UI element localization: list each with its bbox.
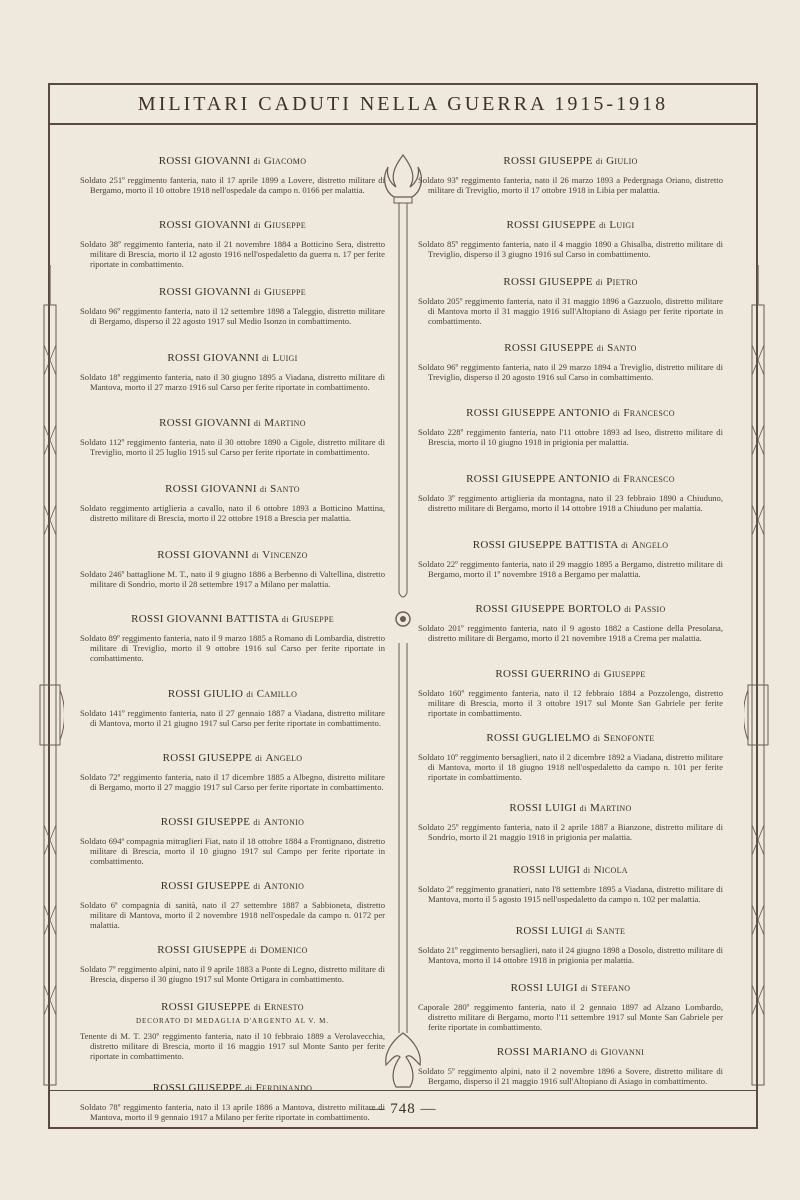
footer-band [50,1090,756,1127]
record-surname: ROSSI GUERRINO [495,668,591,680]
record-surname: ROSSI GIOVANNI [165,483,257,495]
record-di: di [595,278,604,287]
record-surname: ROSSI MARIANO [496,1046,588,1058]
record-entry [418,342,723,382]
record-text: Soldato 72º reggimento fanteria, nato il 17 dicembre 1885 a Albegno, distretto militare di Bergamo, morto il 27 maggio 1917 sul Carso per ferite riportate in combattimento. [80,772,385,792]
record-father: Santo [270,483,300,495]
record-di: di [246,690,254,699]
record-di: di [580,984,589,993]
record-surname: ROSSI GIUSEPPE ANTONIO [466,473,611,485]
record-name [418,219,723,231]
record-text: Soldato 85º reggimento fanteria, nato il 4 maggio 1890 a Ghisalba, distretto militare di Treviglio, disperso il 3 giugno 1916 sul Carso in combattimento. [418,239,723,259]
record-di: di [624,605,632,614]
record-name [418,276,723,288]
record-text: Soldato 112º reggimento fanteria, nato il 30 ottobre 1890 a Cigole, distretto militare di Treviglio, morto il 25 luglio 1915 sul Carso per ferite riportate in combattimento. [80,437,385,457]
record-surname: ROSSI GIUSEPPE BATTISTA [472,539,619,551]
record-name [418,732,723,744]
record-text: Soldato 38º reggimento fanteria, nato il 21 novembre 1884 a Botticino Sera, distretto militare di Brescia, morto il 12 agosto 1916 nell'ospedaletto da guerra n. 17 per ferite riportate in combattimento. [80,239,385,269]
record-father: Luigi [609,219,635,231]
left-fasces-ornament [36,265,64,1125]
record-name [80,483,385,495]
record-surname: ROSSI GIOVANNI [167,352,260,364]
record-name [80,352,385,364]
record-entry [418,925,723,965]
record-di: di [599,221,607,230]
record-father: Angelo [631,539,669,551]
record-surname: ROSSI GIOVANNI BATTISTA [131,613,279,625]
record-surname: ROSSI GIUSEPPE [161,1001,251,1013]
record-surname: ROSSI GIUSEPPE [503,155,593,167]
record-surname: ROSSI GIUSEPPE [503,276,593,288]
record-entry [418,155,723,195]
record-name [418,668,723,680]
record-name [80,816,385,828]
record-entry [418,539,723,579]
record-entry [418,473,723,513]
record-text: Soldato 10º reggimento bersaglieri, nato il 2 dicembre 1892 a Viadana, distretto militare di Mantova, morto il 18 giugno 1918 nell'ospedaletto da campo n. 101 per ferite riportate in combattimento. [418,752,723,782]
record-father: Giuseppe [292,613,334,625]
record-text: Soldato 201º reggimento fanteria, nato il 9 agosto 1882 a Castione della Presolana, distretto militare di Bergamo, morto il 21 novembre 1918 a Crema per malattia. [418,623,723,643]
record-father: Domenico [260,944,308,956]
record-text: Soldato 93º reggimento fanteria, nato il 26 marzo 1893 a Pedergnaga Oriano, distretto militare di Treviglio, morto il 17 ottobre 1918 in Libia per malattia. [418,175,723,195]
record-father: Giovanni [600,1046,645,1058]
record-entry [80,417,385,457]
record-entry [80,549,385,589]
record-name [80,613,385,625]
record-father: Giuseppe [603,668,646,680]
record-di: di [585,927,594,936]
record-father: Nicola [593,864,628,876]
record-father: Francesco [623,473,675,485]
record-di: di [253,882,261,891]
record-di: di [253,288,262,297]
record-surname: ROSSI GIOVANNI [159,219,251,231]
record-surname: ROSSI GIUSEPPE [504,342,594,354]
record-father: Martino [589,802,632,814]
record-text: Soldato 18º reggimento fanteria, nato il 30 giugno 1895 a Viadana, distretto militare di Mantova, morto il 27 marzo 1916 sul Carso per ferite riportate in combattimento. [80,372,385,392]
record-entry [80,219,385,269]
record-di: di [245,1084,253,1093]
record-father: Ernesto [264,1001,304,1013]
record-father: Camillo [256,688,298,700]
record-entry [418,603,723,643]
record-name [418,407,723,419]
record-surname: ROSSI GIOVANNI [158,155,251,167]
record-surname: ROSSI GIUSEPPE [157,944,247,956]
record-father: Angelo [265,752,303,764]
record-text: Soldato 205º reggimento fanteria, nato il 31 maggio 1896 a Gazzuolo, distretto militare di Mantova morto il 31 maggio 1916 sull'Altopiano di Asiago per ferite riportate in combattimento. [418,296,723,326]
record-surname: ROSSI GIOVANNI [157,549,249,561]
record-entry [418,732,723,782]
record-surname: ROSSI GUGLIELMO [486,732,591,744]
record-text: Soldato reggimento artiglieria a cavallo, nato il 6 ottobre 1893 a Botticino Mattina, distretto militare di Brescia, morto il 22 ottobre 1918 a Brescia per malattia. [80,503,385,523]
record-name [418,982,723,994]
record-surname: ROSSI GIUSEPPE [160,880,251,892]
record-text: Soldato 6ª compagnia di sanità, nato il 27 settembre 1887 a Sabbioneta, distretto militare di Mantova, morto il 2 novembre 1918 nell'ospedale da campo n. 0172 per malattia. [80,900,385,930]
record-name [418,603,723,615]
record-father: Antonio [263,816,305,828]
record-entry [80,944,385,984]
record-text: Soldato 2º reggimento granatieri, nato l'8 settembre 1895 a Viadana, distretto militare di Mantova, morto il 5 agosto 1915 nell'ospedaletto da campo n. 102 per malattia. [418,884,723,904]
record-text: Soldato 694ª compagnia mitraglieri Fiat, nato il 18 ottobre 1884 a Frontignano, distretto militare di Brescia, morto il 10 giugno 1917 sul Campo per ferite riportate in combattimento. [80,836,385,866]
record-entry [80,352,385,392]
record-surname: ROSSI GIUSEPPE BORTOLO [475,603,622,615]
record-father: Giuseppe [264,219,306,231]
record-name [418,802,723,814]
record-di: di [255,754,263,763]
record-surname: ROSSI LUIGI [509,802,577,814]
record-entry [80,155,385,195]
record-father: Ferdinando [255,1082,313,1094]
record-entry [418,276,723,326]
record-entry [80,483,385,523]
header-band [50,85,756,125]
record-name [80,752,385,764]
record-text: Soldato 141º reggimento fanteria, nato il 27 gennaio 1887 a Viadana, distretto militare di Mantova, morto il 21 giugno 1917 sul Carso per ferite riportate in combattimento. [80,708,385,728]
record-di: di [253,157,261,166]
record-entry [418,802,723,842]
record-di: di [621,541,629,550]
record-name [80,688,385,700]
record-entry [80,880,385,930]
record-surname: ROSSI GIULIO [167,688,244,700]
record-entry [418,219,723,259]
record-name [418,342,723,354]
record-text: Caporale 280º reggimento fanteria, nato il 2 gennaio 1897 ad Alzano Lombardo, distretto militare di Bergamo, morto l'11 settembre 1917 sul Monte San Gabriele per ferite riportate in combattimento. [418,1002,723,1032]
record-text: Soldato 251º reggimento fanteria, nato il 17 aprile 1899 a Lovere, distretto militare di Bergamo, morto il 10 ottobre 1918 nell'ospedale da campo n. 0166 per malattia. [80,175,385,195]
record-entry [418,668,723,718]
record-entry [80,1001,385,1061]
record-father: Vincenzo [262,549,308,561]
record-name [80,155,385,167]
record-di: di [590,1048,598,1057]
record-entry [80,816,385,866]
record-entry [418,407,723,447]
record-father: Giacomo [263,155,307,167]
record-entry [418,864,723,904]
record-di: di [253,818,261,827]
record-di: di [596,344,604,353]
record-surname: ROSSI LUIGI [513,864,581,876]
record-father: Senofonte [603,732,655,744]
record-surname: ROSSI GIUSEPPE [160,816,251,828]
record-di: di [253,419,262,428]
record-di: di [252,551,260,560]
record-di: di [579,804,587,813]
record-text: Soldato 246º battaglione M. T., nato il 9 giugno 1886 a Berbenno di Valtellina, distretto militare di Sondrio, morto il 28 settembre 1917 a Milano per malattia. [80,569,385,589]
right-fasces-ornament [744,265,772,1125]
record-name [80,1001,385,1013]
record-text: Soldato 78º reggimento fanteria, nato il 13 aprile 1886 a Mantova, distretto militare di Mantova, morto il 9 gennaio 1917 a Milano per ferite riportate in combattimento. [80,1102,385,1122]
record-text: Soldato 96º reggimento fanteria, nato il 29 marzo 1894 a Treviglio, distretto militare di Treviglio, disperso il 20 agosto 1916 sul Carso in combattimento. [418,362,723,382]
record-surname: ROSSI GIUSEPPE [506,219,596,231]
record-text: Soldato 160º reggimento fanteria, nato il 12 febbraio 1884 a Pozzolengo, distretto militare di Brescia, morto il 3 ottobre 1917 sul Monte San Gabriele per ferite riportate in combattimento. [418,688,723,718]
record-surname: ROSSI GIOVANNI [159,417,251,429]
record-entry [80,688,385,728]
record-name [80,417,385,429]
record-di: di [262,354,270,363]
record-surname: ROSSI GIUSEPPE [152,1082,243,1094]
record-text: Tenente di M. T. 230º reggimento fanteria, nato il 10 febbraio 1889 a Verolavecchia, distretto militare di Brescia, morto il 16 maggio 1917 sul Monte Santo per ferite riportate in combattimento. [80,1031,385,1061]
record-text: Soldato 228º reggimento fanteria, nato l'11 ottobre 1893 ad Iseo, distretto militare di Brescia, morto il 10 giugno 1918 in prigionia per malattia. [418,427,723,447]
record-di: di [613,409,621,418]
record-text: Soldato 22º reggimento fanteria, nato il 29 maggio 1895 a Bergamo, distretto militare di Bergamo, morto il 1º novembre 1918 a Bergamo per malattia. [418,559,723,579]
record-di: di [613,475,621,484]
record-di: di [249,946,258,955]
record-father: Antonio [263,880,305,892]
record-decoration: DECORATO DI MEDAGLIA D'ARGENTO AL V. M. [135,1017,330,1025]
record-name [80,880,385,892]
record-di: di [281,615,289,624]
record-entry [80,752,385,792]
record-name [80,944,385,956]
record-name [418,925,723,937]
record-di: di [593,670,601,679]
record-father: Giuseppe [264,286,306,298]
record-name [418,473,723,485]
record-father: Luigi [272,352,298,364]
record-name [418,539,723,551]
record-surname: ROSSI GIUSEPPE [162,752,253,764]
record-entry [418,982,723,1032]
record-name [418,864,723,876]
record-text: Soldato 21º reggimento bersaglieri, nato il 24 giugno 1898 a Dosolo, distretto militare di Mantova, morto il 14 ottobre 1918 in prigionia per malattia. [418,945,723,965]
record-text: Soldato 25º reggimento fanteria, nato il 2 aprile 1887 a Bianzone, distretto militare di Sondrio, morto il 21 maggio 1918 in prigionia per malattia. [418,822,723,842]
record-text: Soldato 89º reggimento fanteria, nato il 9 marzo 1885 a Romano di Lombardia, distretto militare di Treviglio, morto il 9 ottobre 1916 sul Carso per ferite riportate in combattimento. [80,633,385,663]
record-surname: ROSSI LUIGI [510,982,578,994]
record-surname: ROSSI GIUSEPPE ANTONIO [466,407,611,419]
record-di: di [593,734,601,743]
record-father: Francesco [623,407,675,419]
record-father: Giulio [606,155,638,167]
record-father: Santo [607,342,637,354]
record-entry [80,613,385,663]
record-surname: ROSSI LUIGI [515,925,583,937]
record-father: Stefano [591,982,631,994]
record-text: Soldato 7º reggimento alpini, nato il 9 aprile 1883 a Ponte di Legno, distretto militare di Brescia, disperso il 30 giugno 1917 sul Monte Ortigara in combattimento. [80,964,385,984]
record-text: Soldato 3º reggimento artiglieria da montagna, nato il 23 febbraio 1890 a Chiuduno, distretto militare di Bergamo, morto il 14 ottobre 1918 a Chiuduno per malattia. [418,493,723,513]
record-di: di [253,1003,261,1012]
record-name [418,155,723,167]
record-name [80,219,385,231]
record-entry [80,286,385,326]
record-father: Passio [634,603,666,615]
page-title: MILITARI CADUTI NELLA GUERRA 1915-1918 [137,92,669,115]
record-entry [418,1046,723,1086]
record-father: Pietro [606,276,638,288]
record-di: di [253,221,262,230]
record-father: Sante [596,925,626,937]
record-di: di [583,866,591,875]
record-name [80,549,385,561]
record-di: di [595,157,604,166]
record-name [80,286,385,298]
record-text: Soldato 96º reggimento fanteria, nato il 12 settembre 1898 a Taleggio, distretto militare di Bergamo, disperso il 22 agosto 1917 sul Medio Isonzo in combattimento. [80,306,385,326]
record-surname: ROSSI GIOVANNI [159,286,251,298]
record-text: Soldato 5º reggimento alpini, nato il 2 novembre 1896 a Sovere, distretto militare di Bergamo, disperso il 21 maggio 1916 sull'Altopiano di Asiago in combattimento. [418,1066,723,1086]
record-father: Martino [264,417,306,429]
record-di: di [259,485,268,494]
page-number: — 748 — [369,1100,437,1117]
record-name [418,1046,723,1058]
page-frame [48,83,758,1129]
